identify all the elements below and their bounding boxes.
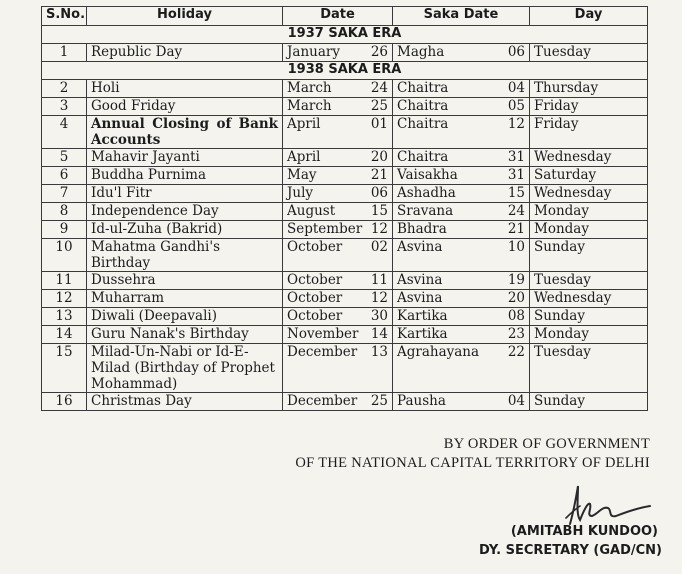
order-line-1: BY ORDER OF GOVERNMENT: [443, 436, 650, 452]
saka-number: 10: [507, 239, 525, 255]
date-cell: [283, 98, 393, 116]
date-cell: [283, 344, 393, 393]
holiday-cell: Dussehra: [87, 272, 283, 290]
sno-cell: 3: [42, 98, 87, 116]
date-month: October: [287, 308, 343, 324]
saka-month: Chaitra: [397, 116, 449, 132]
header-saka-date: Saka Date: [393, 7, 530, 26]
sno-cell: 16: [42, 393, 87, 411]
holiday-cell: Good Friday: [87, 98, 283, 116]
sno-cell: 15: [42, 344, 87, 393]
date-cell: [283, 272, 393, 290]
saka-date-cell: [393, 167, 530, 185]
date-cell: [283, 80, 393, 98]
date-number: 12: [370, 290, 388, 306]
date-month: March: [287, 98, 332, 114]
saka-number: 04: [507, 393, 525, 409]
date-month: November: [287, 326, 359, 342]
saka-number: 06: [507, 44, 525, 60]
day-cell: Saturday: [530, 167, 648, 185]
date-cell: [283, 44, 393, 62]
date-number: 21: [370, 167, 388, 183]
date-number: 26: [370, 44, 388, 60]
header-date: Date: [283, 7, 393, 26]
date-month: October: [287, 290, 343, 306]
table-row: [42, 308, 648, 326]
officer-designation: DY. SECRETARY (GAD/CN): [479, 543, 662, 558]
date-cell: [283, 290, 393, 308]
header-row: [42, 7, 648, 26]
holiday-cell: Buddha Purnima: [87, 167, 283, 185]
saka-month: Chaitra: [397, 98, 449, 114]
date-cell: [283, 308, 393, 326]
date-number: 24: [370, 80, 388, 96]
table-row: [42, 290, 648, 308]
order-line-2: OF THE NATIONAL CAPITAL TERRITORY OF DELHI: [295, 455, 650, 471]
saka-number: 19: [507, 272, 525, 288]
table-row: [42, 393, 648, 411]
sno-cell: 1: [42, 44, 87, 62]
date-month: May: [287, 167, 317, 183]
saka-month: Ashadha: [397, 185, 456, 201]
header-holiday: Holiday: [87, 7, 283, 26]
date-month: April: [287, 116, 321, 132]
saka-date-cell: [393, 185, 530, 203]
saka-number: 21: [507, 221, 525, 237]
header-sno: S.No.: [42, 7, 87, 26]
table-row: [42, 116, 648, 149]
date-number: 13: [370, 344, 388, 360]
day-cell: Wednesday: [530, 290, 648, 308]
holiday-cell: Republic Day: [87, 44, 283, 62]
table-row: [42, 203, 648, 221]
date-cell: [283, 221, 393, 239]
saka-date-cell: [393, 326, 530, 344]
saka-month: Sravana: [397, 203, 454, 219]
day-cell: Tuesday: [530, 272, 648, 290]
date-cell: [283, 203, 393, 221]
saka-date-cell: [393, 272, 530, 290]
date-number: 12: [370, 221, 388, 237]
date-cell: [283, 116, 393, 149]
day-cell: Monday: [530, 221, 648, 239]
date-cell: [283, 393, 393, 411]
era-row: [42, 26, 648, 44]
saka-month: Vaisakha: [397, 167, 458, 183]
sno-cell: 9: [42, 221, 87, 239]
holiday-cell: Id-ul-Zuha (Bakrid): [87, 221, 283, 239]
table-row: [42, 167, 648, 185]
saka-date-cell: [393, 116, 530, 149]
date-cell: [283, 326, 393, 344]
era-heading: 1937 SAKA ERA: [42, 26, 648, 44]
saka-number: 12: [507, 116, 525, 132]
saka-number: 20: [507, 290, 525, 306]
signature-image: [556, 480, 656, 530]
date-number: 11: [370, 272, 388, 288]
date-month: September: [287, 221, 363, 237]
day-cell: Sunday: [530, 308, 648, 326]
date-number: 30: [370, 308, 388, 324]
saka-number: 31: [507, 167, 525, 183]
sno-cell: 2: [42, 80, 87, 98]
holiday-cell: Mahavir Jayanti: [87, 149, 283, 167]
date-number: 14: [370, 326, 388, 342]
day-cell: Sunday: [530, 393, 648, 411]
day-cell: Friday: [530, 98, 648, 116]
saka-number: 04: [507, 80, 525, 96]
sno-cell: 11: [42, 272, 87, 290]
holiday-cell: Idu'l Fitr: [87, 185, 283, 203]
day-cell: Sunday: [530, 239, 648, 272]
holiday-cell: Diwali (Deepavali): [87, 308, 283, 326]
saka-number: 15: [507, 185, 525, 201]
saka-number: 24: [507, 203, 525, 219]
holiday-cell: Muharram: [87, 290, 283, 308]
saka-number: 31: [507, 149, 525, 165]
date-month: October: [287, 239, 343, 255]
header-day: Day: [530, 7, 648, 26]
day-cell: Wednesday: [530, 149, 648, 167]
holiday-table: [41, 6, 648, 411]
date-month: October: [287, 272, 343, 288]
saka-month: Magha: [397, 44, 445, 60]
date-cell: [283, 185, 393, 203]
holiday-cell: Guru Nanak's Birthday: [87, 326, 283, 344]
table-row: [42, 185, 648, 203]
date-number: 20: [370, 149, 388, 165]
table-row: [42, 344, 648, 393]
date-month: December: [287, 344, 358, 360]
saka-date-cell: [393, 344, 530, 393]
date-number: 01: [370, 116, 388, 132]
date-month: December: [287, 393, 358, 409]
date-month: July: [287, 185, 314, 201]
saka-month: Kartika: [397, 326, 448, 342]
date-number: 02: [370, 239, 388, 255]
sno-cell: 7: [42, 185, 87, 203]
day-cell: Tuesday: [530, 344, 648, 393]
sno-cell: 5: [42, 149, 87, 167]
sno-cell: 14: [42, 326, 87, 344]
saka-date-cell: [393, 44, 530, 62]
saka-number: 23: [507, 326, 525, 342]
date-cell: [283, 239, 393, 272]
saka-month: Chaitra: [397, 80, 449, 96]
sno-cell: 10: [42, 239, 87, 272]
day-cell: Tuesday: [530, 44, 648, 62]
saka-date-cell: [393, 149, 530, 167]
holiday-cell: Holi: [87, 80, 283, 98]
holiday-cell: Christmas Day: [87, 393, 283, 411]
holiday-cell: Independence Day: [87, 203, 283, 221]
saka-month: Bhadra: [397, 221, 447, 237]
date-cell: [283, 167, 393, 185]
saka-month: Chaitra: [397, 149, 449, 165]
date-number: 06: [370, 185, 388, 201]
day-cell: Friday: [530, 116, 648, 149]
table-row: [42, 221, 648, 239]
officer-name: (AMITABH KUNDOO): [510, 524, 658, 539]
saka-number: 22: [507, 344, 525, 360]
sno-cell: 4: [42, 116, 87, 149]
saka-number: 05: [507, 98, 525, 114]
saka-month: Asvina: [397, 272, 443, 288]
saka-date-cell: [393, 98, 530, 116]
saka-date-cell: [393, 80, 530, 98]
table-row: [42, 239, 648, 272]
holiday-cell: Mahatma Gandhi's Birthday: [87, 239, 283, 272]
table-row: [42, 80, 648, 98]
table-row: [42, 326, 648, 344]
saka-date-cell: [393, 239, 530, 272]
era-heading: 1938 SAKA ERA: [42, 62, 648, 80]
saka-date-cell: [393, 393, 530, 411]
saka-number: 08: [507, 308, 525, 324]
date-number: 25: [370, 98, 388, 114]
saka-date-cell: [393, 221, 530, 239]
sno-cell: 12: [42, 290, 87, 308]
sno-cell: 6: [42, 167, 87, 185]
saka-month: Agrahayana: [397, 344, 480, 360]
day-cell: Wednesday: [530, 185, 648, 203]
era-row: [42, 62, 648, 80]
saka-month: Asvina: [397, 239, 443, 255]
table-row: [42, 44, 648, 62]
day-cell: Monday: [530, 326, 648, 344]
day-cell: Thursday: [530, 80, 648, 98]
saka-date-cell: [393, 308, 530, 326]
holiday-cell: Milad-Un-Nabi or Id-E-Milad (Birthday of Prophet Mohammad): [87, 344, 283, 393]
date-month: August: [287, 203, 336, 219]
date-cell: [283, 149, 393, 167]
saka-month: Pausha: [397, 393, 446, 409]
date-number: 15: [370, 203, 388, 219]
table-row: [42, 272, 648, 290]
day-cell: Monday: [530, 203, 648, 221]
saka-date-cell: [393, 290, 530, 308]
sno-cell: 8: [42, 203, 87, 221]
saka-month: Kartika: [397, 308, 448, 324]
saka-date-cell: [393, 203, 530, 221]
date-month: March: [287, 80, 332, 96]
holiday-cell: Annual Closing of Bank Accounts: [87, 116, 283, 149]
date-month: January: [287, 44, 340, 60]
table-row: [42, 149, 648, 167]
date-number: 25: [370, 393, 388, 409]
saka-month: Asvina: [397, 290, 443, 306]
table-row: [42, 98, 648, 116]
sno-cell: 13: [42, 308, 87, 326]
date-month: April: [287, 149, 321, 165]
